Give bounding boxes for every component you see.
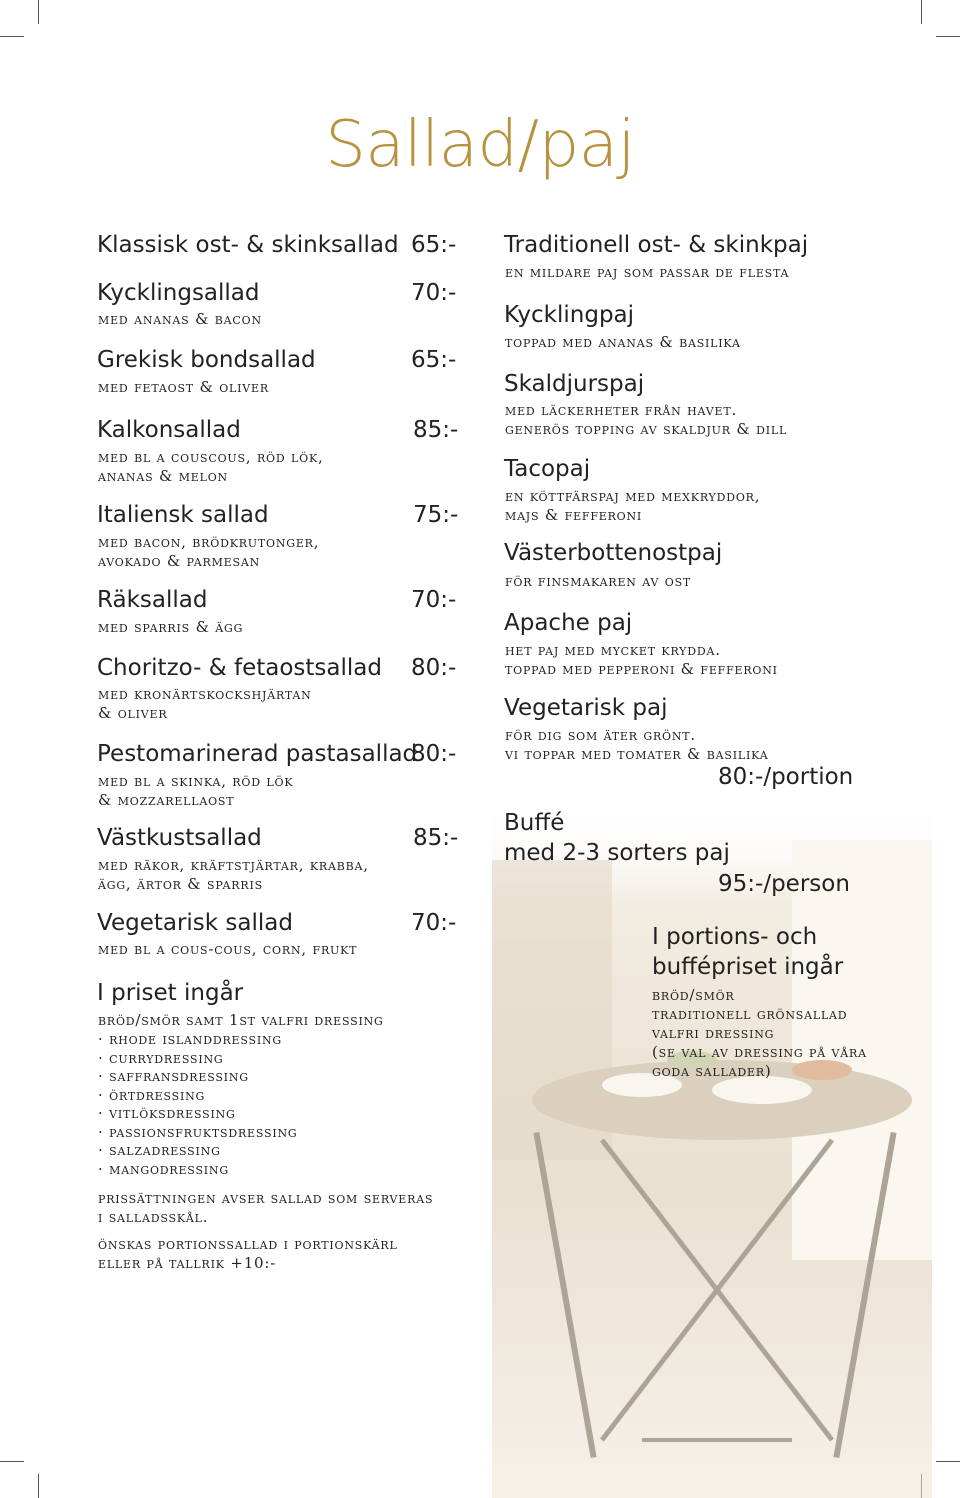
salad-desc: med räkor, kräftstjärtar, krabba, ägg, ärtor & sparris xyxy=(98,856,369,893)
pie-name: Västerbottenostpaj xyxy=(504,540,723,566)
crop-mark-top-right-h xyxy=(936,36,960,37)
salad-price: 70:- xyxy=(411,280,457,306)
crop-mark-bottom-left-v xyxy=(38,1474,39,1498)
salad-name: Västkustsallad xyxy=(97,825,262,851)
included-intro: bröd/smör samt 1st valfri dressing xyxy=(98,1011,384,1029)
salad-price: 70:- xyxy=(411,910,457,936)
crop-mark-top-left-h xyxy=(0,36,24,37)
salad-desc: med bl a skinka, röd lök & mozzarellaost xyxy=(98,772,294,809)
buffet-included-lines: bröd/smör traditionell grönsallad valfri dressing (se val av dressing på våra goda sallader) xyxy=(652,986,867,1080)
salad-name: Italiensk sallad xyxy=(97,502,269,528)
salad-price: 70:- xyxy=(411,587,457,613)
pie-desc: för dig som äter grönt. vi toppar med tomater & basilika xyxy=(505,726,769,763)
salad-price: 85:- xyxy=(413,825,459,851)
salad-name: Klassisk ost- & skinksallad xyxy=(97,232,399,258)
salad-price: 65:- xyxy=(411,347,457,373)
dressing-item: · örtdressing xyxy=(98,1085,206,1104)
salad-name: Choritzo- & fetaostsallad xyxy=(97,655,382,681)
salad-desc: med bacon, brödkrutonger, avokado & parmesan xyxy=(98,533,320,570)
crop-mark-top-right-v xyxy=(921,0,922,24)
dressing-item: · currydressing xyxy=(98,1048,224,1067)
portion-note: önskas portionssallad i portionskärl eller på tallrik +10:- xyxy=(98,1235,398,1272)
dressing-item: · rhode islanddressing xyxy=(98,1030,282,1048)
salad-name: Grekisk bondsallad xyxy=(97,347,316,373)
pie-name: Apache paj xyxy=(504,610,633,636)
pie-desc: toppad med ananas & basilika xyxy=(505,333,741,351)
pricing-note: prissättningen avser sallad som serveras i salladsskål. xyxy=(98,1189,434,1226)
pie-name: Traditionell ost- & skinkpaj xyxy=(504,232,809,258)
salad-price: 75:- xyxy=(413,502,459,528)
salad-price: 85:- xyxy=(413,417,459,443)
crop-mark-top-left-v xyxy=(38,0,39,24)
pie-name: Skaldjurspaj xyxy=(504,371,645,397)
salad-desc: med sparris & ägg xyxy=(98,618,244,636)
pie-name: Tacopaj xyxy=(504,456,591,482)
pie-desc: en köttfärspaj med mexkryddor, majs & fefferoni xyxy=(505,487,761,524)
pie-name: Kycklingpaj xyxy=(504,302,635,328)
salad-price: 80:- xyxy=(411,655,457,681)
salad-desc: med fetaost & oliver xyxy=(98,378,269,396)
salad-desc: med ananas & bacon xyxy=(98,310,262,328)
pie-desc: het paj med mycket krydda. toppad med pepperoni & fefferoni xyxy=(505,641,778,678)
crop-mark-bottom-left-h xyxy=(0,1461,24,1462)
pie-price: 80:-/portion xyxy=(718,764,854,790)
salad-desc: med kronärtskockshjärtan & oliver xyxy=(98,685,312,722)
background-photo xyxy=(492,800,932,1498)
included-heading: I priset ingår xyxy=(97,980,244,1006)
crop-mark-bottom-right-h xyxy=(936,1461,960,1462)
salad-price: 65:- xyxy=(411,232,457,258)
buffet-title: Buffé med 2-3 sorters paj xyxy=(504,810,730,866)
pie-desc: en mildare paj som passar de flesta xyxy=(505,263,790,281)
dressing-item: · salzadressing xyxy=(98,1141,221,1159)
salad-desc: med bl a couscous, röd lök, ananas & melon xyxy=(98,448,324,485)
salad-name: Räksallad xyxy=(97,587,208,613)
salad-name: Vegetarisk sallad xyxy=(97,910,293,936)
pie-desc: med läckerheter från havet. generös topping av skaldjur & dill xyxy=(505,401,788,438)
buffet-included-heading: I portions- och buffépriset ingår xyxy=(652,924,844,980)
dressing-item: · mangodressing xyxy=(98,1159,229,1178)
pie-name: Vegetarisk paj xyxy=(504,695,668,721)
dressing-item: · saffransdressing xyxy=(98,1067,249,1085)
buffet-price: 95:-/person xyxy=(718,871,850,897)
salad-desc: med bl a cous-cous, corn, frukt xyxy=(98,940,358,958)
page-title: Sallad/paj xyxy=(325,108,635,182)
pie-desc: för finsmakaren av ost xyxy=(505,572,692,590)
salad-price: 80:- xyxy=(411,741,457,767)
salad-name: Pestomarinerad pastasallad xyxy=(97,741,418,767)
dressing-item: · passionsfruktsdressing xyxy=(98,1122,298,1141)
salad-name: Kycklingsallad xyxy=(97,280,260,306)
salad-name: Kalkonsallad xyxy=(97,417,241,443)
dressing-item: · vitlöksdressing xyxy=(98,1104,236,1122)
